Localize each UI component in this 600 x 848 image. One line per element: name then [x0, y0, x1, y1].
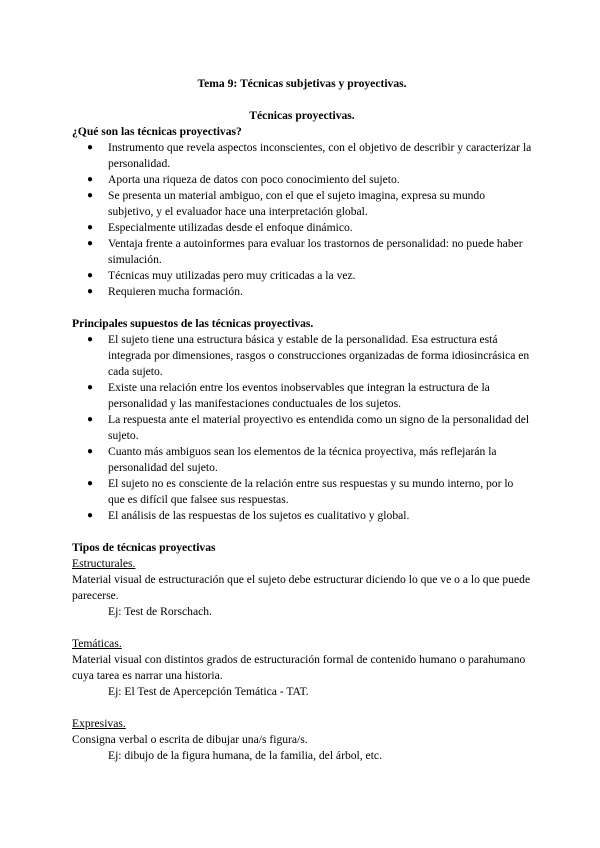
bullet-icon: ●: [87, 286, 94, 297]
type-thematic-description: Material visual con distintos grados de estructuración formal de contenido humano o parahumano cuya tarea es narrar una historia.: [72, 653, 526, 682]
list-item: [72, 140, 532, 172]
types-heading: Tipos de técnicas proyectivas: [72, 541, 216, 554]
list-item-text: La respuesta ante el material proyectivo es entendida como un signo de la personalidad del sujeto.: [108, 413, 530, 442]
list-item-text: Especialmente utilizadas desde el enfoque dinámico.: [108, 221, 353, 234]
spacer: [72, 700, 532, 716]
list-item: [72, 508, 532, 524]
bullet-icon: ●: [87, 190, 94, 201]
list-item-text: Existe una relación entre los eventos inobservables que integran la estructura de la personalidad y las manifestaciones conductuales de los sujetos.: [108, 381, 490, 410]
list-item-text: El sujeto tiene una estructura básica y estable de la personalidad. Esa estructura está integrada por dimensiones, rasgos o construcciones organizadas de forma idiosincrásica en cada sujeto.: [108, 333, 530, 378]
list-item: [72, 444, 532, 476]
list-item-text: Técnicas muy utilizadas pero muy criticadas a la vez.: [108, 269, 356, 282]
type-structural-description: Material visual de estructuración que el sujeto debe estructurar diciendo lo que ve o a lo que puede parecerse.: [72, 573, 531, 602]
list-item: [72, 236, 532, 268]
what-are-list: [72, 140, 532, 300]
section-title-projective: Técnicas proyectivas.: [249, 109, 355, 122]
list-item-text: Instrumento que revela aspectos inconscientes, con el objetivo de describir y caracterizar la personalidad.: [108, 141, 532, 170]
bullet-icon: ●: [87, 142, 94, 153]
spacer: [72, 620, 532, 636]
spacer: [72, 92, 532, 108]
list-item-text: Se presenta un material ambiguo, con el que el sujeto imagina, expresa su mundo subjetivo, y el evaluador hace una interpretación global.: [108, 189, 486, 218]
bullet-icon: ●: [87, 414, 94, 425]
list-item-text: Cuanto más ambiguos sean los elementos de la técnica proyectiva, más reflejarán la personalidad del sujeto.: [108, 445, 497, 474]
bullet-icon: ●: [87, 478, 94, 489]
list-item: [72, 284, 532, 300]
bullet-icon: ●: [87, 446, 94, 457]
list-item-text: Aporta una riqueza de datos con poco conocimiento del sujeto.: [108, 173, 400, 186]
type-expressive-description: Consigna verbal o escrita de dibujar una/s figura/s.: [72, 733, 308, 746]
list-item-text: Requieren mucha formación.: [108, 285, 243, 298]
spacer: [72, 300, 532, 316]
type-thematic-example: Ej: El Test de Apercepción Temática - TAT.: [108, 685, 309, 698]
document-content: [72, 76, 532, 764]
list-item-text: Ventaja frente a autoinformes para evaluar los trastornos de personalidad: no puede haber simulación.: [108, 237, 523, 266]
list-item: [72, 172, 532, 188]
list-item: [72, 268, 532, 284]
list-item: [72, 476, 532, 508]
type-expressive-heading: Expresivas.: [72, 717, 126, 730]
list-item: [72, 220, 532, 236]
list-item: [72, 332, 532, 380]
bullet-icon: ●: [87, 334, 94, 345]
assumptions-list: [72, 332, 532, 524]
list-item-text: El análisis de las respuestas de los sujetos es cualitativo y global.: [108, 509, 410, 522]
bullet-icon: ●: [87, 222, 94, 233]
bullet-icon: ●: [87, 174, 94, 185]
bullet-icon: ●: [87, 270, 94, 281]
bullet-icon: ●: [87, 238, 94, 249]
type-structural-example: Ej: Test de Rorschach.: [108, 605, 212, 618]
type-expressive-example: Ej: dibujo de la figura humana, de la familia, del árbol, etc.: [108, 749, 382, 762]
list-item: [72, 380, 532, 412]
list-item: [72, 412, 532, 444]
question-heading: ¿Qué son las técnicas proyectivas?: [72, 125, 242, 138]
type-thematic-heading: Temáticas.: [72, 637, 122, 650]
document-title: Tema 9: Técnicas subjetivas y proyectivas.: [197, 77, 407, 90]
list-item: [72, 188, 532, 220]
assumptions-heading: Principales supuestos de las técnicas proyectivas.: [72, 317, 314, 330]
bullet-icon: ●: [87, 510, 94, 521]
bullet-icon: ●: [87, 382, 94, 393]
list-item-text: El sujeto no es consciente de la relación entre sus respuestas y su mundo interno, por lo que es difícil que falsee sus respuestas.: [108, 477, 514, 506]
type-structural-heading: Estructurales.: [72, 557, 136, 570]
spacer: [72, 524, 532, 540]
